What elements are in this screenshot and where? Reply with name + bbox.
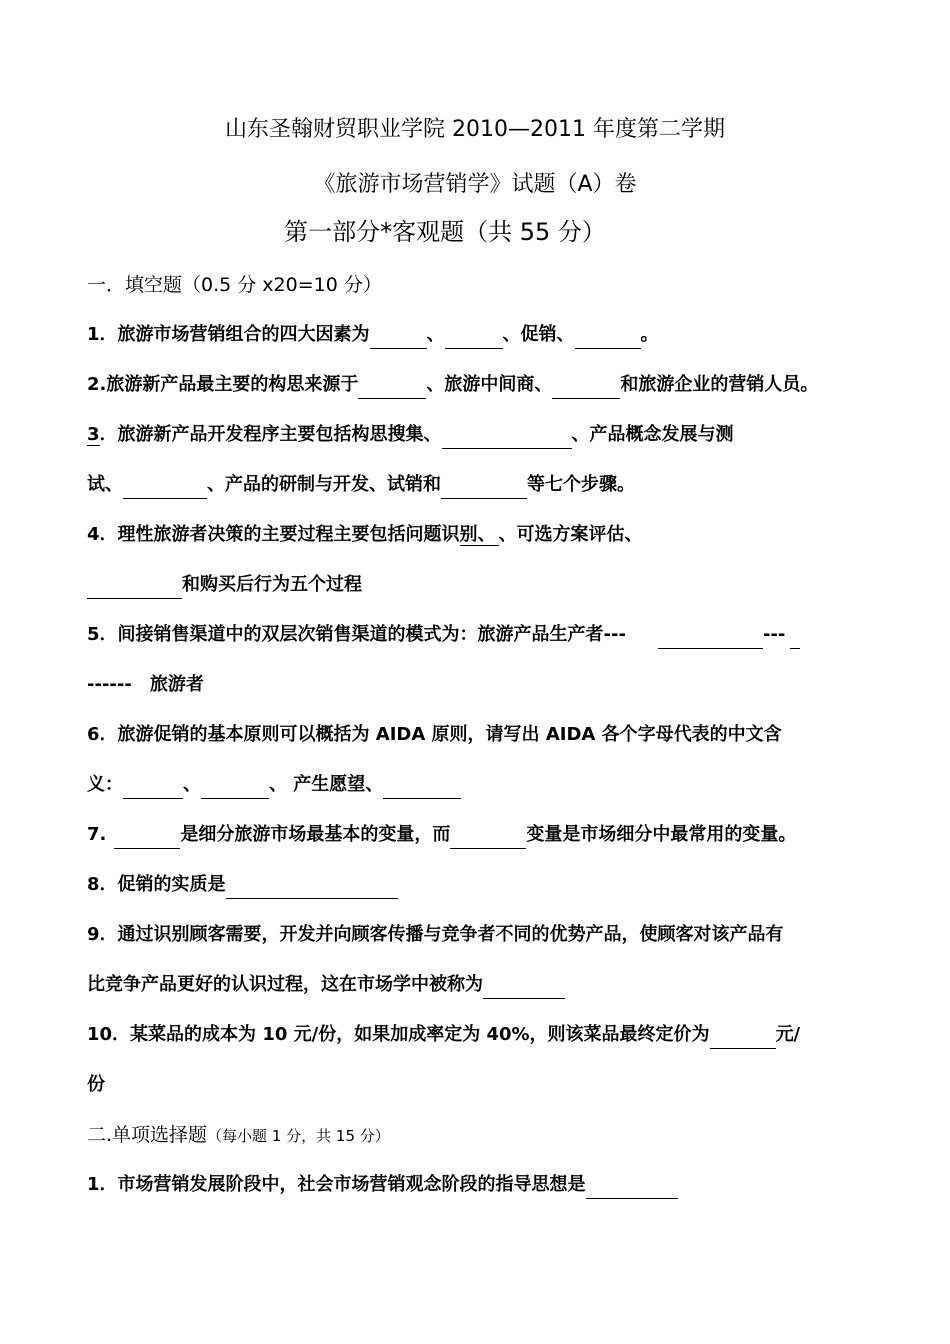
question-10-line-2 <box>87 1071 105 1099</box>
answer-blank[interactable] <box>383 778 461 799</box>
question-number: 3 <box>87 424 100 445</box>
question-text: 5．间接销售渠道中的双层次销售渠道的模式为：旅游产品生产者--- <box>87 624 626 645</box>
question-5-line-2 <box>87 671 204 699</box>
answer-blank[interactable] <box>123 778 183 799</box>
question-text: 旅游者 <box>149 674 204 695</box>
section2-heading <box>87 1121 390 1150</box>
question-text: 、 <box>426 324 445 345</box>
question-text: 是细分旅游市场最基本的变量，而 <box>180 824 451 845</box>
question-text: 等七个步骤。 <box>527 474 635 495</box>
question-9-line-2 <box>87 971 565 999</box>
section-part-title: 第一部分*客观题（共 55 分） <box>284 218 606 246</box>
answer-blank[interactable] <box>442 428 572 449</box>
answer-blank[interactable] <box>445 328 503 349</box>
question-3-line-1 <box>87 421 734 449</box>
answer-blank[interactable] <box>586 1178 678 1199</box>
question-text: 、 产生愿望、 <box>269 774 384 795</box>
answer-blank[interactable] <box>575 328 641 349</box>
question-text: ------ <box>87 674 132 695</box>
question-10-line-1 <box>87 1021 800 1049</box>
answer-blank[interactable] <box>201 778 269 799</box>
answer-blank[interactable] <box>87 578 182 599</box>
question-text: 元/ <box>775 1024 801 1045</box>
question-text: 9．通过识别顾客需要，开发并向顾客传播与竞争者不同的优势产品，使顾客对该产品有 <box>87 924 784 945</box>
question-text: 和旅游企业的营销人员。 <box>620 374 819 395</box>
question-text: 1．旅游市场营销组合的四大因素为 <box>87 324 370 345</box>
question-4-line-2 <box>87 571 362 599</box>
question-7 <box>87 821 796 849</box>
answer-blank[interactable] <box>790 628 800 649</box>
answer-blank[interactable] <box>358 378 426 399</box>
question-text: 别、 <box>460 524 499 546</box>
answer-blank[interactable] <box>370 328 427 349</box>
answer-blank[interactable] <box>658 628 763 649</box>
question-9-line-1 <box>87 921 784 949</box>
answer-blank[interactable] <box>450 828 526 849</box>
question-text: ．旅游新产品开发程序主要包括构思搜集、 <box>99 424 442 445</box>
question-text: 8．促销的实质是 <box>87 874 226 895</box>
question-6-line-2 <box>87 771 461 799</box>
answer-blank[interactable] <box>441 478 527 499</box>
question-text: 4．理性旅游者决策的主要过程主要包括问题识 <box>87 524 460 545</box>
question-5-line-1 <box>87 621 800 649</box>
exam-course-title: 《旅游市场营销学》试题（A）卷 <box>313 172 637 197</box>
exam-institution-title: 山东圣翰财贸职业学院 2010—2011 年度第二学期 <box>225 117 725 142</box>
question-3-line-2 <box>87 471 635 499</box>
answer-blank[interactable] <box>483 978 565 999</box>
question-text: 、 <box>183 774 201 795</box>
question-4-line-1 <box>87 521 643 549</box>
question-text: 6．旅游促销的基本原则可以概括为 AIDA 原则，请写出 AIDA 各个字母代表的中文含 <box>87 724 782 745</box>
question-1 <box>87 321 659 349</box>
section2-title: 二.单项选择题 <box>87 1124 208 1146</box>
question-text: 变量是市场细分中最常用的变量。 <box>526 824 797 845</box>
answer-blank[interactable] <box>114 828 180 849</box>
answer-blank[interactable] <box>123 478 207 499</box>
question-text: 。 <box>640 324 659 345</box>
question-text: 和购买后行为五个过程 <box>182 574 362 595</box>
question-text: 2.旅游新产品最主要的构思来源于 <box>87 374 359 395</box>
answer-blank[interactable] <box>552 378 620 399</box>
choice-question-1 <box>87 1171 678 1199</box>
answer-blank[interactable] <box>226 878 398 899</box>
question-text: 比竞争产品更好的认识过程，这在市场学中被称为 <box>87 974 483 995</box>
question-text: 、旅游中间商、 <box>426 374 553 395</box>
section2-note: （每小题 1 分，共 15 分） <box>207 1127 390 1145</box>
question-text: 、促销、 <box>502 324 575 345</box>
question-text: 义： <box>87 774 123 795</box>
question-text: 7. <box>87 824 107 845</box>
question-text: --- <box>762 624 786 645</box>
question-2 <box>87 371 818 399</box>
section1-heading: 一．填空题（0.5 分 x20=10 分） <box>87 274 382 296</box>
question-text: 试、 <box>87 474 123 495</box>
question-text: 1．市场营销发展阶段中，社会市场营销观念阶段的指导思想是 <box>87 1174 586 1195</box>
question-text: 、可选方案评估、 <box>498 524 643 545</box>
question-text: 10．某菜品的成本为 10 元/份，如果加成率定为 40%，则该菜品最终定价为 <box>87 1024 710 1045</box>
answer-blank[interactable] <box>710 1028 776 1049</box>
question-text: 、产品的研制与开发、试销和 <box>207 474 441 495</box>
question-8 <box>87 871 398 899</box>
question-text: 、产品概念发展与测 <box>571 424 734 445</box>
question-text: 份 <box>87 1074 105 1095</box>
question-6-line-1 <box>87 721 782 749</box>
